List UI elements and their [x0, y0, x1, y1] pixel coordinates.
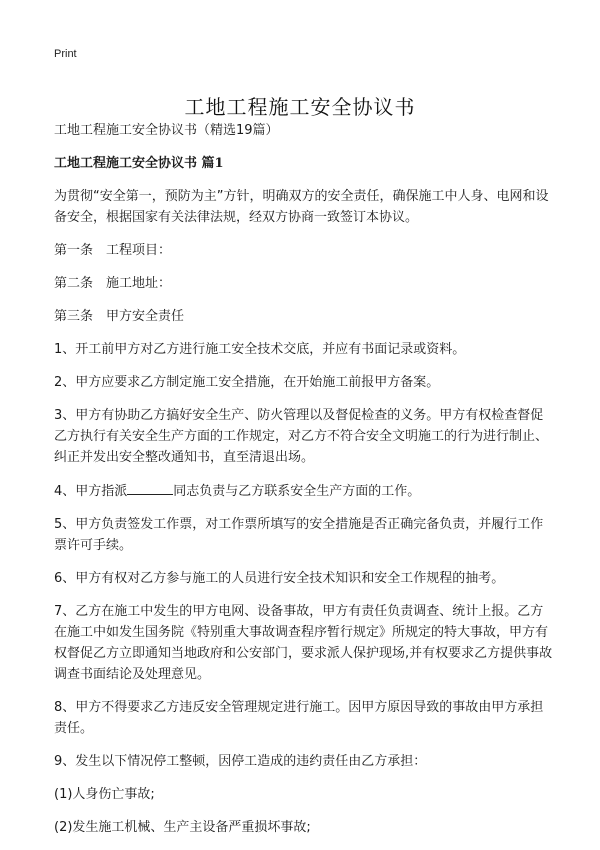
- item-7: 7、乙方在施工中发生的甲方电网、设备事故，甲方有责任负责调查、统计上报。乙方在施工中如发生国务院《特别重大事故调查程序暂行规定》所规定的特大事故，甲方有权督促乙方立即通知当地政府和公安部门，要求派人保护现场,并有权要求乙方提供事故调查书面结论及处理意见。: [54, 604, 553, 682]
- item-4: [54, 480, 554, 502]
- document-title: 工地工程施工安全协议书: [184, 95, 416, 120]
- item-2: 2、甲方应要求乙方制定施工安全措施，在开始施工前报甲方备案。: [54, 375, 440, 390]
- item-3: 3、甲方有协助乙方搞好安全生产、防火管理以及督促检查的义务。甲方有权检查督促乙方执行有关安全生产方面的工作规定，对乙方不符合安全文明施工的行为进行制止、纠正并发出安全整改通知书，直至清退出场。: [54, 408, 549, 465]
- item-5: 5、甲方负责签发工作票，对工作票所填写的安全措施是否正确完备负责，并履行工作票许可手续。: [54, 517, 544, 553]
- item-9: 9、发生以下情况停工整顿，因停工造成的违约责任由乙方承担：: [54, 754, 427, 769]
- intro-paragraph: 为贯彻“安全第一，预防为主”方针，明确双方的安全责任，确保施工中人身、电网和设备安全，根据国家有关法律法规，经双方协商一致签订本协议。: [54, 189, 549, 225]
- item-4-suffix: 同志负责与乙方联系安全生产方面的工作。: [173, 484, 421, 499]
- document-subtitle: 工地工程施工安全协议书（精选19篇）: [54, 123, 279, 138]
- article-2: 第二条 施工地址：: [54, 276, 172, 291]
- print-label: Print: [54, 48, 77, 60]
- item-4-prefix: 4、甲方指派: [54, 484, 128, 499]
- item-9-sub-2: (2)发生施工机械、生产主设备严重损坏事故;: [54, 820, 311, 835]
- item-1: 1、开工前甲方对乙方进行施工安全技术交底，并应有书面记录或资料。: [54, 342, 466, 357]
- item-6: 6、甲方有权对乙方参与施工的人员进行安全技术知识和安全工作规程的抽考。: [54, 571, 505, 586]
- article-3: 第三条 甲方安全责任: [54, 309, 185, 324]
- document-body: [54, 120, 554, 850]
- item-9-sub-1: (1)人身伤亡事故;: [54, 787, 155, 802]
- section-heading: 工地工程施工安全协议书 篇1: [54, 156, 224, 171]
- fill-in-blank: [127, 480, 173, 495]
- article-1: 第一条 工程项目：: [54, 243, 172, 258]
- item-8: 8、甲方不得要求乙方违反安全管理规定进行施工。因甲方原因导致的事故由甲方承担责任。: [54, 700, 544, 736]
